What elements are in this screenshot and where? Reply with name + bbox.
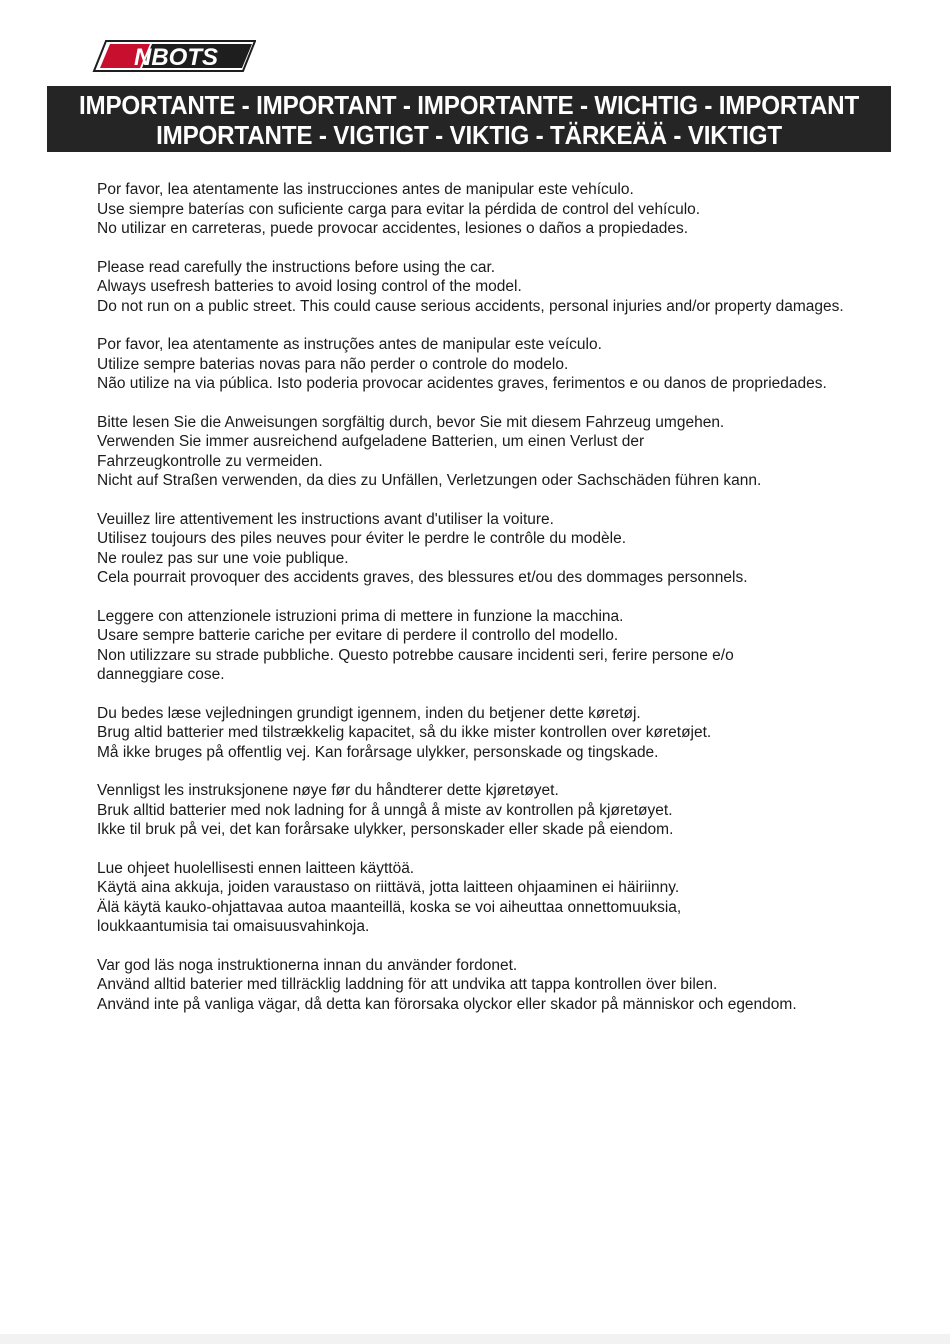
text-line: Do not run on a public street. This could cause serious accidents, personal injuries and/or property damages. xyxy=(97,297,844,315)
text-line: Utilisez toujours des piles neuves pour éviter le perdre le contrôle du modèle. xyxy=(97,530,627,547)
paragraph-italian xyxy=(97,607,857,685)
banner-line-2: IMPORTANTE - VIGTIGT - VIKTIG - TÄRKEÄÄ - VIKTIGT xyxy=(156,120,782,150)
paragraph-spanish xyxy=(97,180,857,239)
text-line: Não utilize na via pública. Isto poderia provocar acidentes graves, ferimentos e ou danos de propriedades. xyxy=(97,375,827,392)
text-line: Veuillez lire attentivement les instructions avant d'utiliser la voiture. xyxy=(97,510,554,528)
text-line: Always usefresh batteries to avoid losing control of the model. xyxy=(97,278,522,295)
text-line: Använd alltid baterier med tillräcklig laddning för att undvika att tappa kontrollen över bilen. xyxy=(97,976,718,993)
text-line: Por favor, lea atentamente las instrucciones antes de manipular este vehículo. xyxy=(97,181,634,198)
paragraph-swedish xyxy=(97,956,857,1015)
banner-line-1: IMPORTANTE - IMPORTANT - IMPORTANTE - WICHTIG - IMPORTANT xyxy=(78,90,860,120)
text-line: Use siempre baterías con suficiente carga para evitar la pérdida de control del vehículo. xyxy=(97,200,701,218)
text-line: Du bedes læse vejledningen grundigt igennem, inden du betjener dette køretøj. xyxy=(97,704,641,722)
logo-text: NBOTS xyxy=(134,44,218,71)
text-line: Usare sempre batterie cariche per evitare di perdere il controllo del modello. xyxy=(97,627,619,644)
text-line: Käytä aina akkuja, joiden varaustaso on riittävä, jotta laitteen ohjaaminen ei häiriinny. xyxy=(97,879,680,896)
text-line: Brug altid batterier med tilstrækkelig kapacitet, så du ikke mister kontrollen over køretøjet. xyxy=(97,724,712,741)
important-banner xyxy=(47,86,891,152)
nbots-logo-mark xyxy=(92,40,256,72)
text-line: Please read carefully the instructions before using the car. xyxy=(97,258,496,276)
text-line: Non utilizzare su strade pubbliche. Questo potrebbe causare incidenti seri, ferire persone e/o danneggiare cose. xyxy=(97,646,734,683)
text-line: Verwenden Sie immer ausreichend aufgeladene Batterien, um einen Verlust der Fahrzeugkontrolle zu vermeiden. xyxy=(97,433,645,470)
paragraph-danish xyxy=(97,704,857,763)
paragraph-french xyxy=(97,510,857,588)
text-line: Bruk alltid batterier med nok ladning for å unngå å miste av kontrollen på kjøretøyet. xyxy=(97,801,673,819)
paragraph-finnish xyxy=(97,859,857,937)
instructions-body xyxy=(97,180,857,1033)
text-line: Cela pourrait provoquer des accidents graves, des blessures et/ou des dommages personnels. xyxy=(97,569,748,586)
text-line: Nicht auf Straßen verwenden, da dies zu Unfällen, Verletzungen oder Sachschäden führen kann. xyxy=(97,472,762,489)
nbots-logo xyxy=(92,40,256,72)
text-line: Por favor, lea atentamente as instruções antes de manipular este veículo. xyxy=(97,336,602,353)
text-line: Var god läs noga instruktionerna innan du använder fordonet. xyxy=(97,956,518,974)
text-line: Älä käytä kauko-ohjattavaa autoa maanteillä, koska se voi aiheuttaa onnettomuuksia, loukkaantumisia tai omaisuusvahinkoja. xyxy=(97,898,682,935)
text-line: Använd inte på vanliga vägar, då detta kan förorsaka olyckor eller skador på människor och egendom. xyxy=(97,995,797,1013)
paragraph-german xyxy=(97,413,857,491)
text-line: Lue ohjeet huolellisesti ennen laitteen käyttöä. xyxy=(97,859,415,877)
text-line: No utilizar en carreteras, puede provocar accidentes, lesiones o daños a propiedades. xyxy=(97,220,689,237)
text-line: Leggere con attenzionele istruzioni prima di mettere in funzione la macchina. xyxy=(97,607,624,625)
paragraph-portuguese xyxy=(97,335,857,394)
paragraph-norwegian xyxy=(97,781,857,840)
text-line: Utilize sempre baterias novas para não perder o controle do modelo. xyxy=(97,355,569,373)
text-line: Ne roulez pas sur une voie publique. xyxy=(97,549,349,567)
text-line: Vennligst les instruksjonene nøye før du håndterer dette kjøretøyet. xyxy=(97,782,559,799)
text-line: Ikke til bruk på vei, det kan forårsake ulykker, personskader eller skade på eiendom. xyxy=(97,821,674,838)
page-bottom-edge xyxy=(0,1334,950,1344)
paragraph-english xyxy=(97,258,857,317)
text-line: Må ikke bruges på offentlig vej. Kan forårsage ulykker, personskade og tingskade. xyxy=(97,743,659,761)
text-line: Bitte lesen Sie die Anweisungen sorgfältig durch, bevor Sie mit diesem Fahrzeug umgehen. xyxy=(97,413,725,431)
